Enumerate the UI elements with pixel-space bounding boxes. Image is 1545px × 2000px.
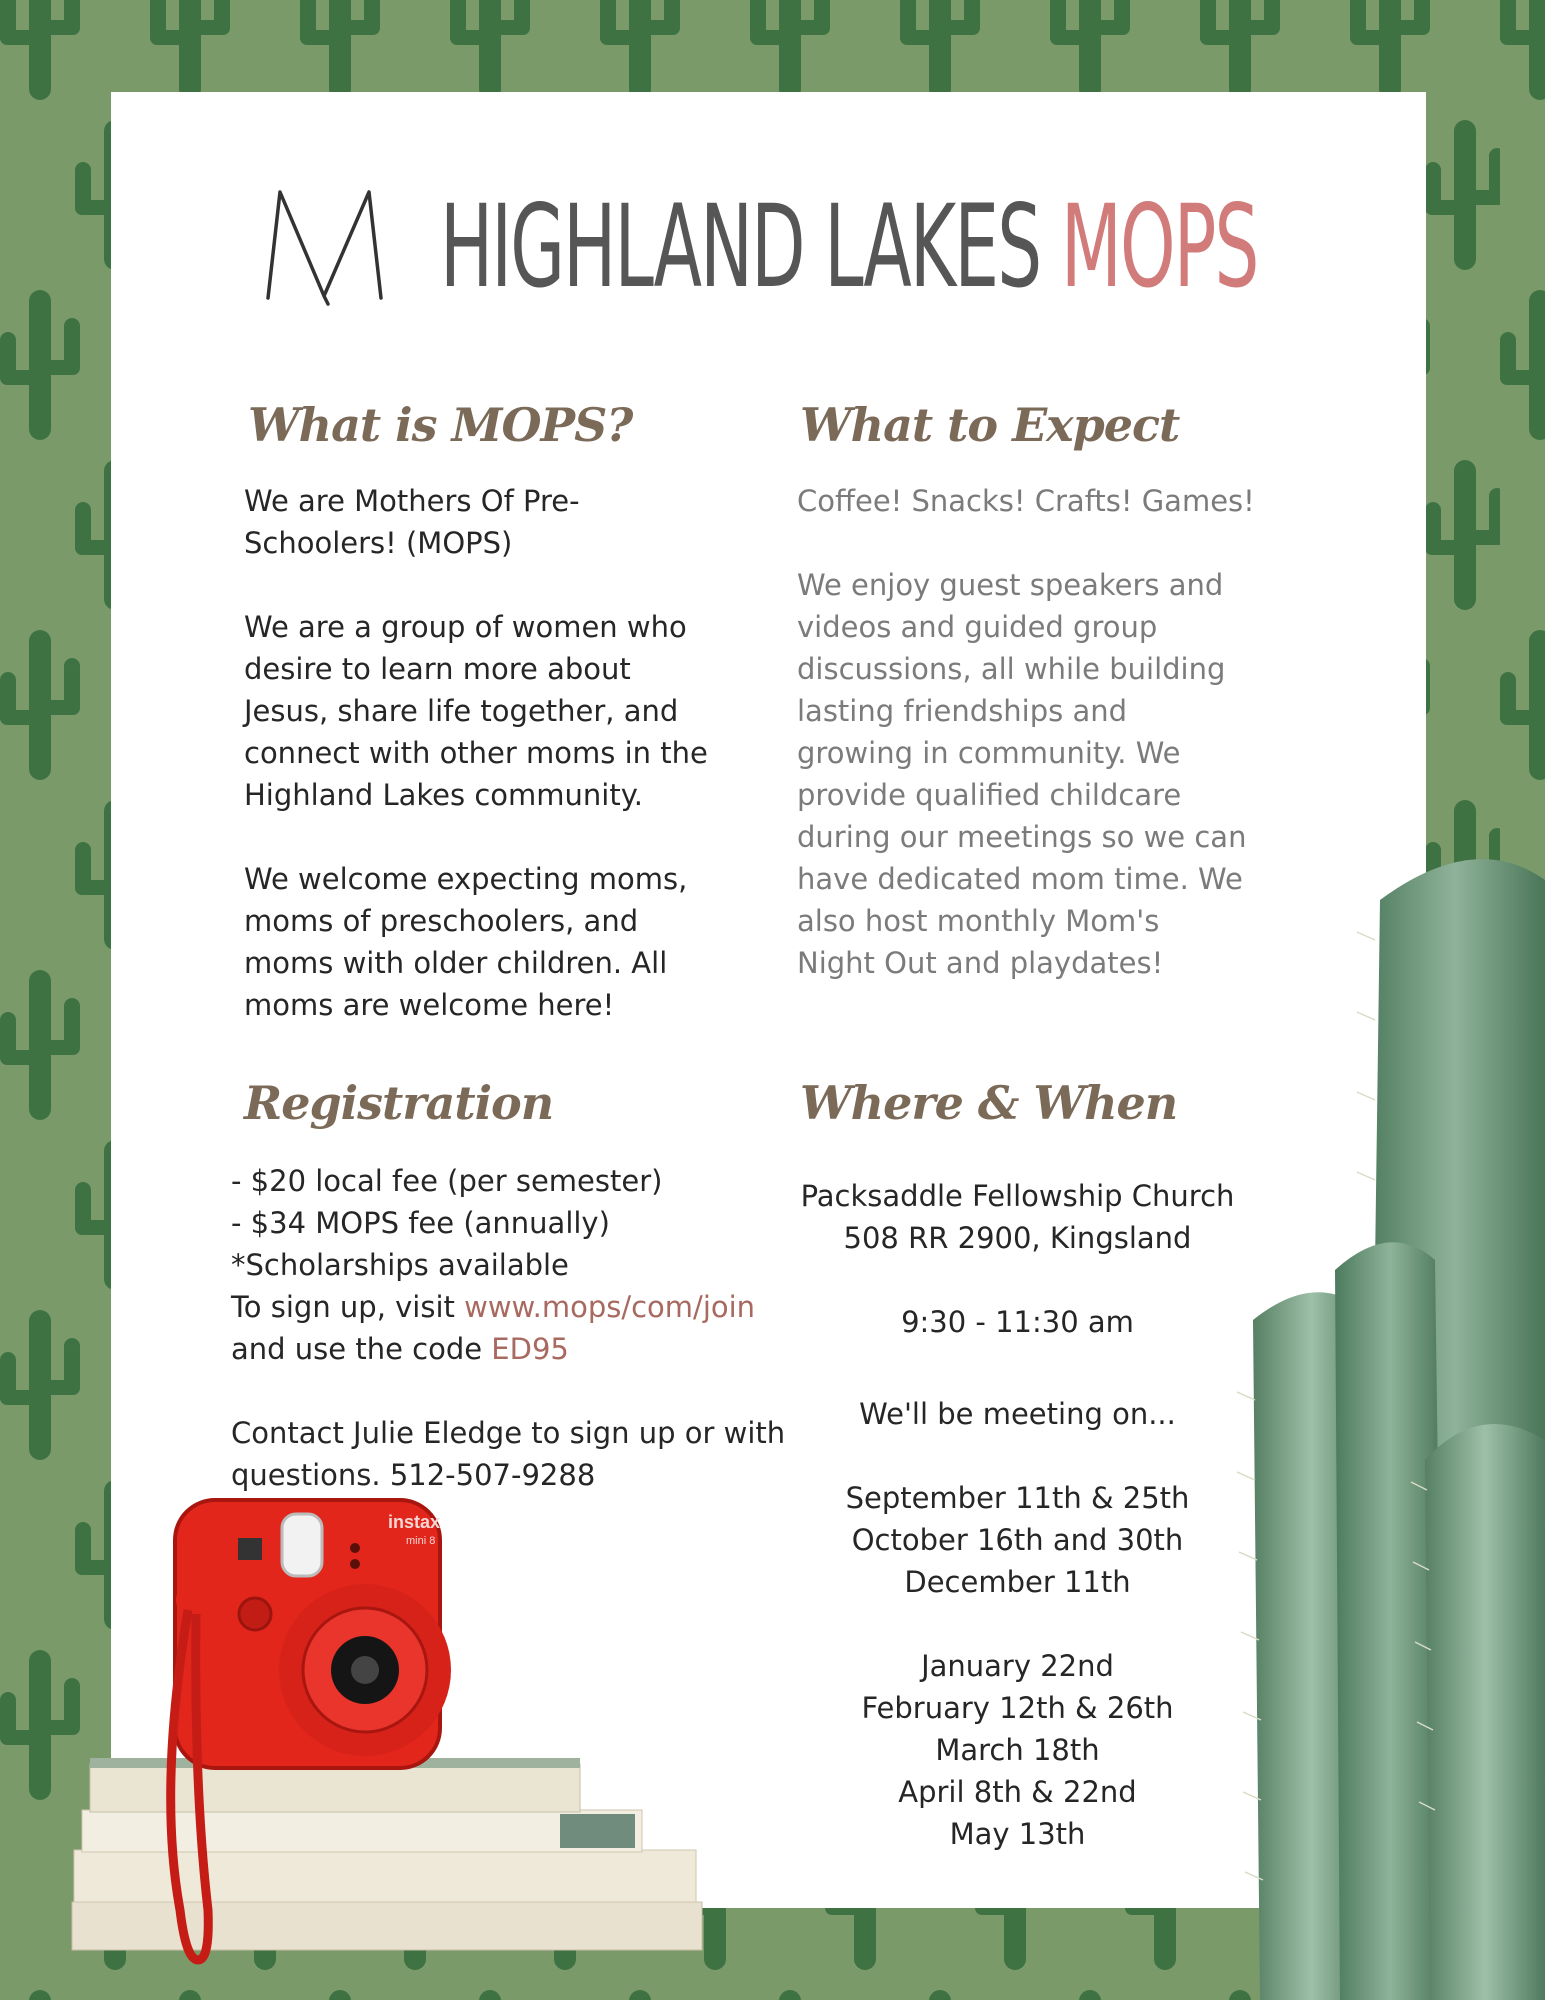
text-line: We are a group of women who: [244, 610, 687, 644]
where-when-body: [800, 1175, 1235, 1855]
meeting-intro: We'll be meeting on...: [859, 1397, 1176, 1431]
meeting-time-block: [800, 1301, 1235, 1343]
heading-what-is-mops: What is MOPS?: [248, 398, 633, 452]
text-line: We enjoy guest speakers and: [797, 568, 1224, 602]
text-line: have dedicated mom time. We: [797, 862, 1243, 896]
text-line: also host monthly Mom's: [797, 904, 1160, 938]
code-line: [231, 1328, 771, 1370]
contact-line: questions. 512-507-9288: [231, 1458, 596, 1492]
heading-what-to-expect: What to Expect: [800, 398, 1180, 452]
text-line: moms with older children. All: [244, 946, 668, 980]
text-line: provide qualified childcare: [797, 778, 1182, 812]
text-line: connect with other moms in the: [244, 736, 708, 770]
spring-dates: [800, 1645, 1235, 1855]
contact-line: Contact Julie Eledge to sign up or with: [231, 1416, 786, 1450]
text-line: moms are welcome here!: [244, 988, 615, 1022]
text-line: Highland Lakes community.: [244, 778, 643, 812]
what-is-para-3: [244, 858, 744, 1026]
what-is-para-1: [244, 480, 744, 564]
brand-title-main: HIGHLAND LAKES: [440, 180, 1041, 313]
text-line: discussions, all while building: [797, 652, 1226, 686]
what-to-expect-body: [797, 480, 1267, 984]
text-line: Coffee! Snacks! Crafts! Games!: [797, 484, 1255, 518]
text-line: We welcome expecting moms,: [244, 862, 688, 896]
meeting-date: May 13th: [949, 1817, 1086, 1851]
mops-logo: [262, 186, 387, 306]
signup-prefix: To sign up, visit: [231, 1290, 465, 1324]
camera-brand-label: instax: [388, 1512, 441, 1532]
camera-model-label: mini 8: [406, 1535, 436, 1547]
text-line: videos and guided group: [797, 610, 1158, 644]
fall-dates: [800, 1477, 1235, 1603]
what-is-mops-body: [244, 480, 744, 1026]
church-name: Packsaddle Fellowship Church: [800, 1179, 1235, 1213]
text-line: lasting friendships and: [797, 694, 1128, 728]
brand-title: [440, 182, 1257, 312]
signup-link[interactable]: www.mops/com/join: [464, 1290, 756, 1324]
text-line: Schoolers! (MOPS): [244, 526, 513, 560]
mops-logo-mark-icon: [262, 186, 387, 306]
scholarship-line: *Scholarships available: [231, 1248, 569, 1282]
meeting-intro-block: [800, 1393, 1235, 1435]
camera-books-photo: [70, 1490, 710, 1970]
text-line: We are Mothers Of Pre-: [244, 484, 580, 518]
meeting-date: January 22nd: [921, 1649, 1114, 1683]
meeting-date: December 11th: [904, 1565, 1131, 1599]
text-line: Jesus, share life together, and: [244, 694, 679, 728]
meeting-date: April 8th & 22nd: [898, 1775, 1137, 1809]
brand-title-accent: MOPS: [1060, 180, 1258, 313]
text-line: during our meetings so we can: [797, 820, 1247, 854]
expect-para-1: [797, 480, 1267, 522]
expect-para-2: [797, 564, 1267, 984]
text-line: growing in community. We: [797, 736, 1181, 770]
fee-line: - $34 MOPS fee (annually): [231, 1206, 610, 1240]
instax-camera: [175, 1500, 451, 1768]
meeting-date: March 18th: [935, 1733, 1100, 1767]
heading-where-when: Where & When: [800, 1076, 1178, 1130]
registration-contact: [231, 1412, 786, 1496]
cactus-photo: [1215, 840, 1545, 2000]
location: [800, 1175, 1235, 1259]
text-line: moms of preschoolers, and: [244, 904, 639, 938]
promo-code: ED95: [491, 1332, 569, 1366]
church-address: 508 RR 2900, Kingsland: [843, 1221, 1192, 1255]
meeting-time: 9:30 - 11:30 am: [901, 1305, 1134, 1339]
meeting-date: October 16th and 30th: [851, 1523, 1184, 1557]
meeting-date: September 11th & 25th: [845, 1481, 1190, 1515]
registration-fees: [231, 1160, 771, 1370]
cactus-column-front: [1425, 1424, 1545, 2000]
fee-line: - $20 local fee (per semester): [231, 1164, 663, 1198]
registration-body: [231, 1160, 786, 1496]
what-is-para-2: [244, 606, 744, 816]
text-line: desire to learn more about: [244, 652, 631, 686]
heading-registration: Registration: [244, 1076, 554, 1130]
text-line: Night Out and playdates!: [797, 946, 1164, 980]
code-prefix: and use the code: [231, 1332, 492, 1366]
meeting-date: February 12th & 26th: [861, 1691, 1174, 1725]
signup-line: [231, 1286, 771, 1328]
